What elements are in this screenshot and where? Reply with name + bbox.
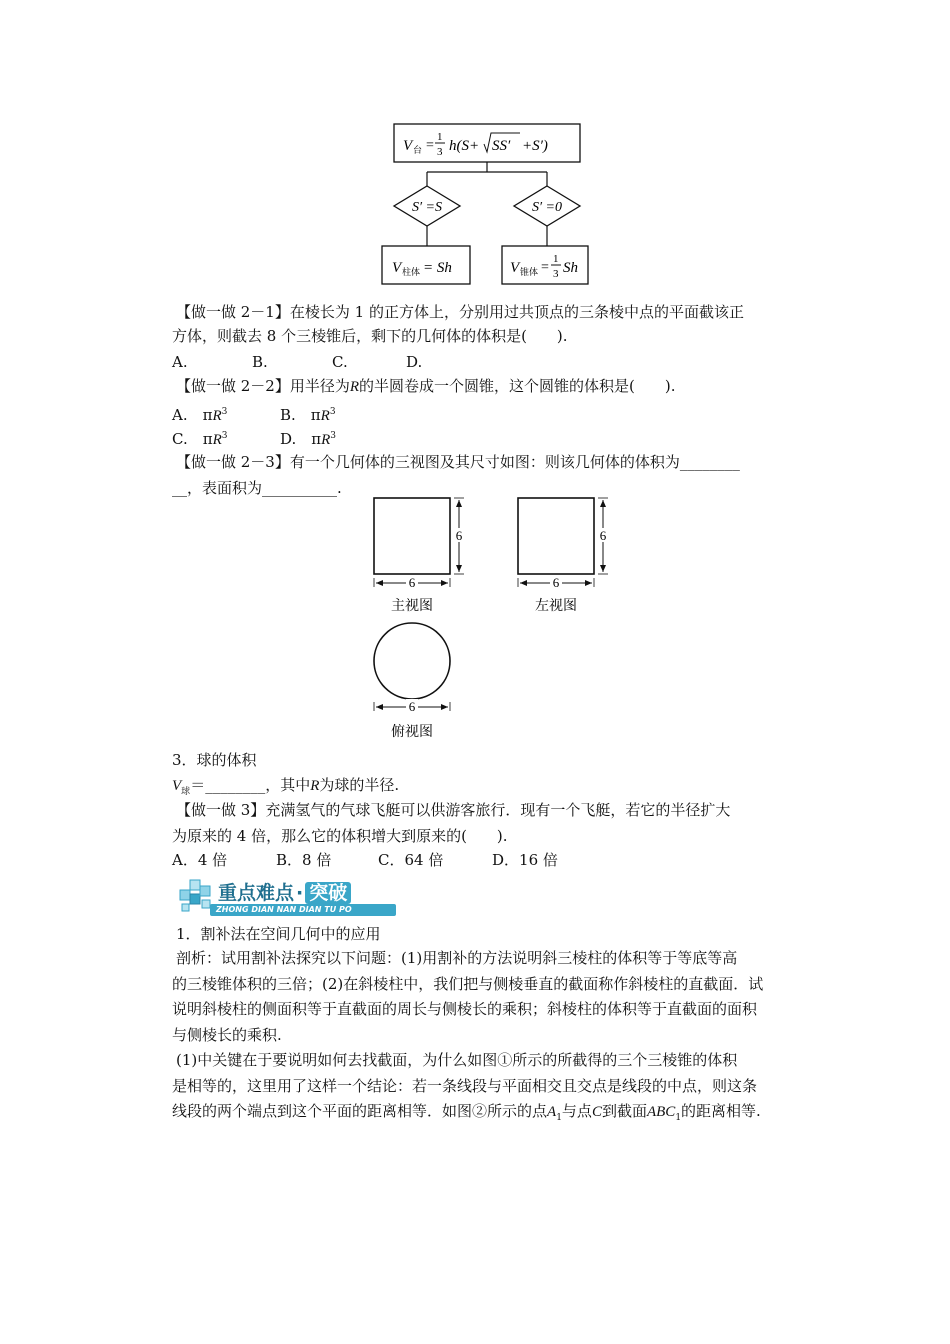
- body-point-a1: A: [547, 1104, 557, 1120]
- flow-right-eq: =: [541, 260, 549, 275]
- flow-right-rhs: Sh: [563, 260, 578, 276]
- q21-option-c[interactable]: C.: [332, 353, 348, 371]
- body-p2-l3-mid: 与点: [561, 1102, 592, 1120]
- q21-tag: 【做一做 2－1】: [176, 303, 290, 321]
- q21-text1: 在棱长为 1 的正方体上，分别用过共顶点的三条棱中点的平面截该正: [289, 303, 744, 321]
- body-p1-line2: 的三棱锥体积的三倍；(2)在斜棱柱中，我们把与侧棱垂直的截面称作斜棱柱的直截面．试: [172, 975, 764, 993]
- three-views-figure: [360, 490, 630, 745]
- q23-text1: 有一个几何体的三视图及其尺寸如图：则该几何体的体积为________: [289, 453, 740, 471]
- flow-top-eq: =: [426, 138, 434, 153]
- q22-options-ab: [172, 402, 336, 426]
- body-p2-l3-pre: 线段的两个端点到这个平面的距离相等．如图②所示的点: [172, 1102, 548, 1120]
- banner-dot: ·: [296, 882, 304, 904]
- q22-text-post: 的半圆卷成一个圆锥，这个圆锥的体积是( ).: [359, 377, 676, 395]
- body-p1-line3: 说明斜棱柱的侧面积等于直截面的周长与侧棱长的乘积；斜棱柱的体积等于直截面的面积: [172, 1000, 758, 1018]
- q3-option-d[interactable]: D．16 倍: [492, 851, 558, 869]
- body-p2-l3-mid2: 到截面: [601, 1102, 647, 1120]
- banner-highlight: 突破: [305, 882, 351, 904]
- body-p1-line1: 剖析：试用割补法探究以下问题：(1)用割补的方法说明斜三棱柱的体积等于等底等高: [176, 949, 738, 967]
- body-point-c: C: [591, 1104, 602, 1120]
- q21-option-a[interactable]: A.: [172, 353, 188, 371]
- sec3-r: R: [310, 778, 320, 794]
- q21-option-b[interactable]: B.: [252, 353, 268, 371]
- q22-line1: [176, 376, 676, 397]
- body-heading-1: 1．割补法在空间几何中的应用: [176, 925, 381, 943]
- q22-text-pre: 用半径为: [289, 377, 350, 395]
- q22-option-a-exp: 3: [221, 407, 228, 417]
- flow-top-frac-num: 1: [437, 131, 443, 143]
- flow-top-sub: 台: [413, 145, 423, 155]
- q3-option-c[interactable]: C．64 倍: [378, 851, 444, 869]
- q3-line1: [176, 800, 730, 820]
- front-view-square: [374, 498, 450, 574]
- q3-text1: 充满氢气的气球飞艇可以供游客旅行．现有一个飞艇，若它的半径扩大: [265, 801, 731, 819]
- flow-top-body2: +S′): [522, 138, 548, 154]
- flow-top-frac-den: 3: [437, 146, 443, 158]
- section-banner: [176, 872, 396, 918]
- body-point-a1-sub: 1: [556, 1113, 562, 1123]
- flow-left-sub: 柱体: [402, 267, 421, 277]
- q3-option-a[interactable]: A．4 倍: [172, 851, 228, 869]
- flow-top-box: [394, 124, 580, 162]
- flow-right-prefix: V: [510, 260, 520, 276]
- flow-right-frac-num: 1: [553, 253, 559, 265]
- front-view-caption: 主视图: [391, 599, 433, 614]
- q22-option-c-exp: 3: [221, 431, 228, 441]
- q22-tag: 【做一做 2－2】: [176, 377, 290, 395]
- q3-option-b[interactable]: B．8 倍: [276, 851, 332, 869]
- banner-pinyin: ZHONG DIAN NAN DIAN TU PO: [216, 905, 352, 914]
- side-view-square: [518, 498, 594, 574]
- body-plane-abc-sub: 1: [675, 1113, 682, 1123]
- sec3-rest-pre: ＝________，其中: [190, 776, 311, 794]
- top-view-width-label: 6: [408, 699, 416, 714]
- body-p1-line4: 与侧棱长的乘积.: [172, 1026, 282, 1044]
- q22-option-b-exp: 3: [329, 407, 336, 417]
- q22-option-c[interactable]: [172, 426, 280, 450]
- sec3-rest-post: 为球的半径.: [319, 776, 400, 794]
- body-p2-line2: 是相等的，这里用了这样一个结论：若一条线段与平面相交且交点是线段的中点，则这条: [172, 1077, 758, 1095]
- sec3-formula: [172, 775, 399, 802]
- q22-option-a-r: R: [212, 408, 222, 424]
- flow-right-frac-den: 3: [553, 268, 559, 280]
- q23-line2: __，表面积为__________.: [172, 479, 342, 497]
- q22-option-d-label: D. π: [280, 430, 322, 448]
- body-p2-line3: [172, 1101, 761, 1128]
- q22-option-d[interactable]: [280, 430, 336, 448]
- q3-line2: 为原来的 4 倍，那么它的体积增大到原来的( ).: [172, 827, 508, 845]
- flow-cond-right-text: S′ =0: [531, 200, 563, 215]
- q23-tag: 【做一做 2－3】: [176, 453, 290, 471]
- q23-line1: [176, 452, 740, 472]
- q22-option-c-r: R: [212, 432, 222, 448]
- flow-left-prefix: V: [392, 260, 402, 276]
- q22-option-a-label: A. π: [172, 406, 213, 424]
- q21-line1: [176, 302, 744, 322]
- flow-cond-left-text: S′ =S: [411, 200, 443, 215]
- flow-left-rhs: = Sh: [423, 260, 452, 276]
- front-view-width-label: 6: [408, 575, 416, 590]
- q22-option-b[interactable]: [280, 406, 336, 424]
- q22-option-c-label: C. π: [172, 430, 213, 448]
- flow-top-root: SS′: [492, 138, 511, 154]
- body-plane-abc: ABC: [646, 1104, 676, 1120]
- q3-tag: 【做一做 3】: [176, 801, 266, 819]
- q22-option-b-r: R: [320, 408, 330, 424]
- flow-top-prefix: V: [403, 138, 413, 154]
- banner-main-text: 重点难点: [218, 882, 295, 904]
- body-p2-l3-post: 的距离相等.: [681, 1102, 761, 1120]
- q22-option-d-r: R: [321, 432, 331, 448]
- q22-var-r: R: [349, 379, 360, 395]
- flow-right-sub: 锥体: [520, 267, 539, 277]
- sec3-v: V: [172, 778, 182, 794]
- sec3-v-sub: 球: [181, 787, 191, 797]
- q21-line2: 方体，则截去 8 个三棱锥后，剩下的几何体的体积是( ).: [172, 327, 568, 345]
- q22-option-b-label: B. π: [280, 406, 321, 424]
- side-view-height-label: 6: [599, 528, 607, 543]
- front-view-height-label: 6: [455, 528, 463, 543]
- body-p2-line1: (1)中关键在于要说明如何去找截面，为什么如图①所示的所截得的三个三棱锥的体积: [176, 1051, 738, 1069]
- side-view-caption: 左视图: [535, 599, 577, 614]
- sec3-title: 3．球的体积: [172, 751, 257, 769]
- q21-option-d[interactable]: D.: [406, 353, 423, 371]
- flow-top-body1: h(S+: [449, 138, 480, 154]
- q21-options: [172, 352, 422, 372]
- top-view-caption: 俯视图: [391, 725, 433, 740]
- q3-options: [172, 850, 558, 870]
- q22-option-a[interactable]: [172, 402, 280, 426]
- top-view-circle: [374, 623, 450, 699]
- q22-options-cd: [172, 426, 336, 450]
- q22-option-d-exp: 3: [330, 431, 337, 441]
- side-view-width-label: 6: [552, 575, 560, 590]
- volume-flowchart: [370, 118, 600, 290]
